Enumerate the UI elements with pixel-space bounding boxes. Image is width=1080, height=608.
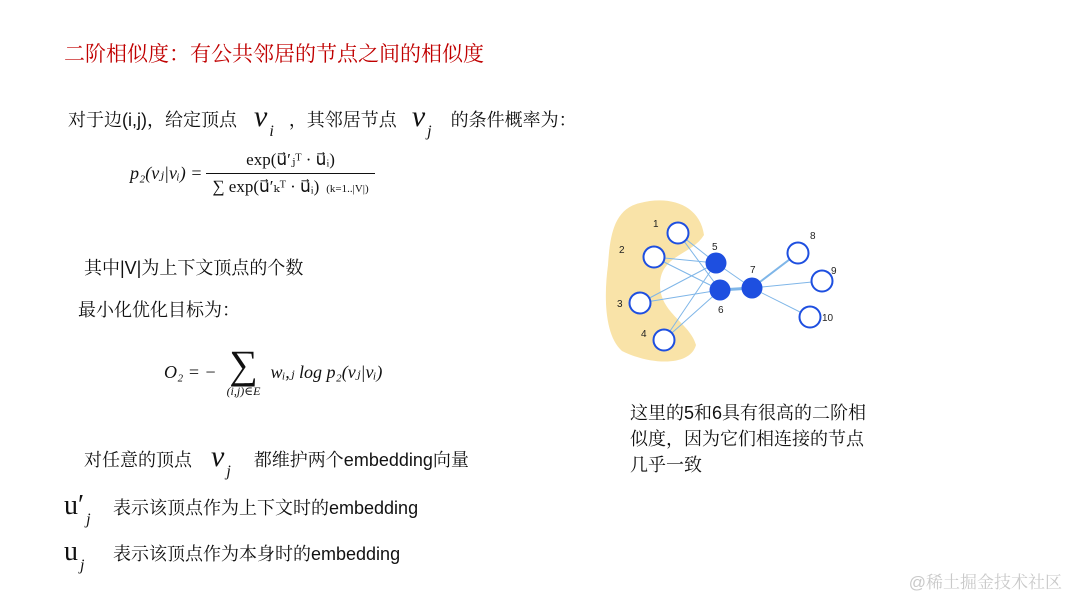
symbol-v-i: v i [254,100,274,140]
intro-text-3: 的条件概率为： [450,110,577,130]
node-3 [630,293,651,314]
objective-formula [164,342,383,399]
node-5 [706,253,727,274]
formula1-lhs: p₂(vⱼ|vᵢ) = [130,163,203,183]
watermark: @稀土掘金技术社区 [908,573,1062,592]
intro-line [68,100,577,140]
v-count-note: 其中|V|为上下文顶点的个数 [84,258,304,278]
u-prime-line [64,490,419,528]
u-prime-description: 表示该顶点作为上下文时的embedding [113,498,419,518]
node-10 [800,307,821,328]
formula1-fraction [206,150,374,197]
symbol-u-j: u j [64,536,85,574]
formula2-body: wᵢ,ⱼ log p₂(vⱼ|vᵢ) [270,362,383,382]
node-label: 8 [810,231,816,242]
intro-text-1: 对于边(i,j)，给定顶点 [68,110,237,130]
intro-text-2: ，其邻居节点 [288,110,397,130]
symbol-v-j: v j [411,100,432,140]
any-vertex-text-2: 都维护两个embedding向量 [253,450,469,470]
formula1-numerator: exp(u⃗′ⱼᵀ · u⃗ᵢ) [206,150,374,174]
any-vertex-line [84,440,469,480]
formula1-sum-upper: |V| [352,183,365,195]
node-label: 9 [831,266,837,277]
symbol-u-prime-j: u′ j [64,490,91,528]
network-diagram [600,195,860,375]
node-7 [742,278,763,299]
node-label: 2 [619,245,625,256]
node-4 [654,330,675,351]
node-label: 10 [822,313,834,324]
formula2-sigma: ∑ [229,342,258,387]
node-6 [710,280,731,301]
node-label: 3 [617,299,623,310]
node-2 [644,247,665,268]
node-9 [812,271,833,292]
symbol-v-j-2: v j [211,440,231,480]
node-label: 4 [641,329,647,340]
node-label: 6 [718,305,724,316]
formula2-sum-lower: (i,j)∈E [226,384,261,398]
page-title: 二阶相似度：有公共邻居的节点之间的相似度 [64,43,484,66]
node-label: 5 [712,242,718,253]
node-label: 7 [750,265,756,276]
diagram-caption: 这里的5和6具有很高的二阶相似度，因为它们相连接的节点几乎一致 [630,403,867,475]
conditional-probability-formula [130,150,375,197]
node-label: 1 [653,219,659,230]
objective-label: 最小化优化目标为： [78,300,240,320]
formula2-sum [226,342,261,399]
formula1-denominator: ∑ exp(u⃗′ₖᵀ · u⃗ᵢ) (k=1..|V|) [212,177,369,196]
formula1-sum-lower: k=1 [329,183,348,195]
formula2-lhs: O₂ = − [164,362,217,382]
any-vertex-text-1: 对任意的顶点 [84,450,192,470]
node-1 [668,223,689,244]
u-line [64,536,401,574]
node-8 [788,243,809,264]
u-description: 表示该顶点作为本身时的embedding [113,544,401,564]
